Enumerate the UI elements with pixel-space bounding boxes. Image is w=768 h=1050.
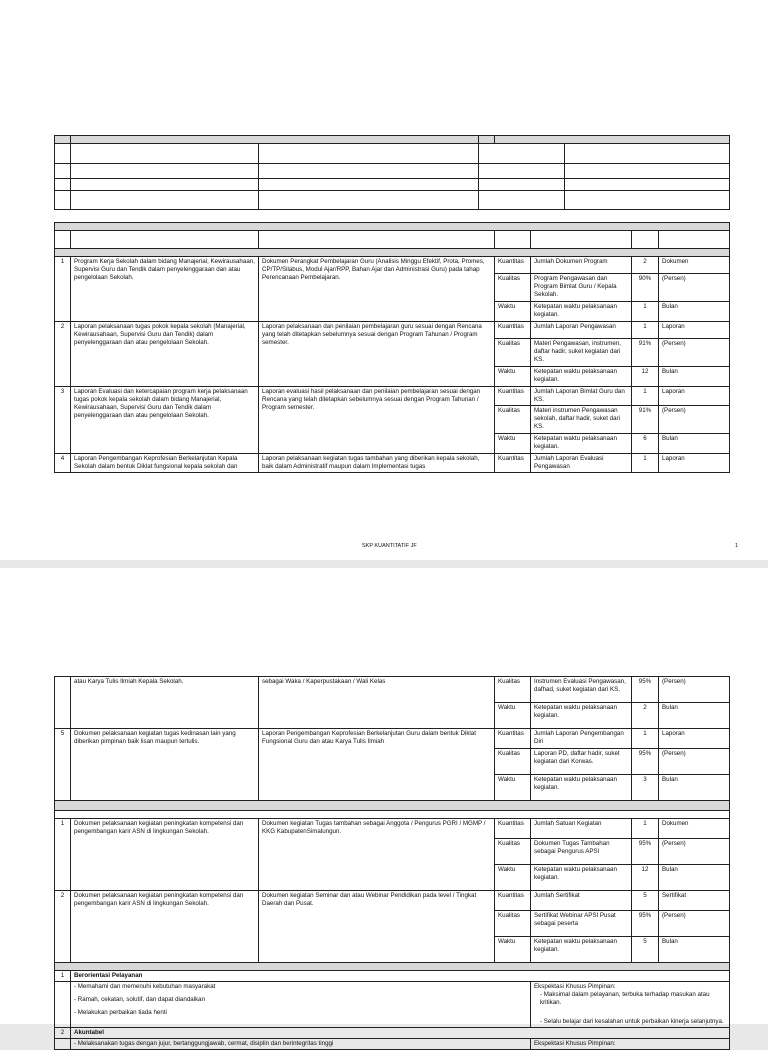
ukuran-cell: Ketepatan waktu pelaksanaan kegiatan. [531,367,632,387]
unit-cell: (Persen) [659,911,730,937]
section-cell [55,801,730,811]
ukuran-cell: Ketepatan waktu pelaksanaan kegiatan. [531,865,632,891]
behavior-title: Berorientasi Pelayanan [71,971,730,982]
table-row [55,677,730,703]
ukuran-cell: Instrumen Evaluasi Pengawasan, dafhad, suket kegiatan dari KS. [531,677,632,703]
kegiatan-cell: Laporan Evaluasi dan ketercapaian program kerja pelaksanaan tugas pokok kepala sekolah dalam bidang Manajerial, Kewirausahaan, Supervisi Guru dan Tendik dalam penyelenggaraan dan atau pengelolaan Sekolah. [71,387,259,454]
skp-rows [55,257,730,473]
table-row [55,891,730,911]
header-table [54,135,730,210]
behavior-body-row [55,1039,730,1050]
kegiatan-cell: Program Kerja Sekolah dalam bidang Manajerial, Kewirausahaan, Supervisi Guru dan Tendik dalam penyelenggaraan dan atau pengelolaan Sekolah. [71,257,259,322]
target-value-cell: 95% [632,749,659,775]
section-cell [55,963,730,971]
behavior-title: Akuntabel [71,1028,730,1039]
ukuran-cell: Materi instrumen Pengawasan sekolah, daftar hadir, suket dari KS. [531,406,632,434]
page-2 [0,568,768,1047]
behavior-number: 1 [55,971,71,982]
expectation-item: - Selalu belajar dari kesalahan untuk perbaikan kinerja selanjutnya. [540,1018,724,1025]
row-number: 2 [55,891,71,963]
ukuran-cell: Ketepatan waktu pelaksanaan kegiatan. [531,302,632,322]
aspek-cell: Waktu [495,865,531,891]
ukuran-cell: Laporan PD, daftar hadir, suket kegiatan dari Korwas. [531,749,632,775]
unit-cell: Laporan [659,322,730,339]
aspek-cell: Kuantitas [495,819,531,839]
ukuran-cell: Materi Pengawasan, instrumen, daftar hadir, suket kegiatan dari KS. [531,339,632,367]
aspek-cell: Waktu [495,775,531,801]
aspek-cell: Kuantitas [495,257,531,274]
target-value-cell: 95% [632,839,659,865]
behavior-item: - Memahami dan memenuhi kebutuhan masyarakat [74,983,216,990]
behavior-items [71,982,531,1028]
unit-cell: (Persen) [659,406,730,434]
leader-expectation [531,982,730,1028]
unit-cell: (Persen) [659,839,730,865]
table-row [55,454,730,473]
target-value-cell: 6 [632,434,659,454]
unit-cell: (Persen) [659,339,730,367]
indikator-cell: Laporan evaluasi hasil pelaksanaan dan penilaian pembelajaran sesuai dengan Rencana yang telah ditetapkan sebelumnya sesuai dengan Program Tahunan / Program semester. [259,387,495,454]
ukuran-cell: Jumlah Laporan Pengawasan [531,322,632,339]
target-value-cell: 12 [632,367,659,387]
unit-cell: Bulan [659,703,730,729]
unit-cell: Dokumen [659,819,730,839]
behavior-item: - Melakukan perbaikan tiada henti [74,1009,167,1016]
kegiatan-cell: Dokumen pelaksanaan kegiatan tugas kedinasan lain yang diberikan pimpinan baik lisan maupun tertulis. [71,729,259,801]
target-value-cell: 2 [632,257,659,274]
ukuran-cell: Ketepatan waktu pelaksanaan kegiatan. [531,703,632,729]
behavior-empty-cell [55,1039,71,1050]
table-row [55,257,730,274]
ukuran-cell: Sertifikat Webinar APSI Pusat sebagai peserta [531,911,632,937]
skp-header-rows [55,223,730,257]
section-row [55,963,730,971]
unit-cell: Bulan [659,367,730,387]
aspek-cell: Waktu [495,434,531,454]
ukuran-cell: Ketepatan waktu pelaksanaan kegiatan. [531,434,632,454]
table-row [55,819,730,839]
indikator-cell: sebagai Waka / Kaperpustakaan / Wali Kelas [259,677,495,729]
aspek-cell: Waktu [495,302,531,322]
target-value-cell: 5 [632,937,659,963]
kegiatan-cell: atau Karya Tulis Ilmiah Kepala Sekolah. [71,677,259,729]
ukuran-cell: Jumlah Sertifikat [531,891,632,911]
target-value-cell: 1 [632,322,659,339]
aspek-cell: Kuantitas [495,322,531,339]
aspek-cell: Kualitas [495,749,531,775]
footer-title: SKP KUANTITATIF JF [362,543,417,549]
unit-cell: (Persen) [659,274,730,302]
ukuran-cell: Jumlah Laporan Bimlat Guru dan KS. [531,387,632,406]
spacer-cell [55,811,730,819]
aspek-cell: Kualitas [495,839,531,865]
aspek-cell: Kualitas [495,677,531,703]
table-row [55,387,730,406]
ukuran-cell: Jumlah Dokumen Program [531,257,632,274]
skp-table-page-1 [54,222,730,473]
unit-cell: (Persen) [659,749,730,775]
ukuran-cell: Jumlah Laporan Evaluasi Pengawasan [531,454,632,473]
row-number: 1 [55,819,71,891]
unit-cell: (Persen) [659,677,730,703]
row-number [55,677,71,729]
indikator-cell: Laporan pelaksanaan dan penilaian pembelajaran guru sesuai dengan Rencana yang telah ditetapkan sebelumnya sesuai dengan Program Tahunan / Program semester. [259,322,495,387]
row-number: 5 [55,729,71,801]
unit-cell: Sertifikat [659,891,730,911]
unit-cell: Bulan [659,302,730,322]
behavior-number: 2 [55,1028,71,1039]
behavior-body-row [55,982,730,1028]
indikator-cell: Dokumen Perangkat Pembelajaran Guru (Analisis Minggu Efektif, Prota, Promes, CP/TP/Silabus, Modul Ajar/RPP, Bahan Ajar dan Administrasi Guru) pada tahap Perencanaan Pembelajaran. [259,257,495,322]
aspek-cell: Kualitas [495,274,531,302]
indikator-cell: Laporan pelaksanaan kegiatan tugas tambahan yang diberikan kepala sekolah, baik dalam Administratif maupun dalam Implementasi tugas [259,454,495,473]
behavior-empty-cell [55,982,71,1028]
target-value-cell: 2 [632,703,659,729]
aspek-cell: Kualitas [495,406,531,434]
unit-cell: Bulan [659,434,730,454]
ukuran-cell: Dokumen Tugas Tambahan sebagai Pengurus APSI [531,839,632,865]
target-value-cell: 1 [632,302,659,322]
target-value-cell: 91% [632,406,659,434]
ukuran-cell: Ketepatan waktu pelaksanaan kegiatan. [531,775,632,801]
indikator-cell: Dokumen kegiatan Tugas tambahan sebagai Anggota / Pengurus PGRI / MGMP / KKG KabupatenSimalungun. [259,819,495,891]
row-number: 3 [55,387,71,454]
behavior-item: - Melaksanakan tugas dengan jujur, bertanggungjawab, cermat, disiplin dan berintegritas tinggi [71,1039,531,1050]
behavior-title-row [55,1028,730,1039]
kegiatan-cell: Laporan Pengembangan Keprofesian Berkelanjutan Kepala Sekolah dalam bentuk Diklat fungsional kepala sekolah dan [71,454,259,473]
expectation-title: Ekspektasi Khusus Pimpinan: [531,1039,730,1050]
ukuran-cell: Program Pengawasan dan Program Bimlat Guru / Kepala Sekolah. [531,274,632,302]
aspek-cell: Waktu [495,703,531,729]
skp-rows-2 [55,677,730,1050]
aspek-cell: Kuantitas [495,891,531,911]
expectation-title: Ekspektasi Khusus Pimpinan: [534,983,616,990]
page-number: 1 [735,543,739,549]
target-value-cell: 90% [632,274,659,302]
aspek-cell: Kualitas [495,339,531,367]
kegiatan-cell: Dokumen pelaksanaan kegiatan peningkatan kompetensi dan pengembangan karir ASN di lingkungan Sekolah. [71,819,259,891]
section-row [55,801,730,811]
unit-cell: Bulan [659,775,730,801]
behavior-title-row [55,971,730,982]
indikator-cell: Dokumen kegiatan Seminar dan atau Webinar Pendidikan pada level / Tingkat Daerah dan Pusat. [259,891,495,963]
expectation-item: - Maksimal dalam pelayanan, terbuka terhadap masukan atau kritikan. [540,991,710,1006]
unit-cell: Laporan [659,454,730,473]
row-number: 2 [55,322,71,387]
kegiatan-cell: Laporan pelaksanaan tugas pokok kepala sekolah (Manajerial, Kewirausahaan, Supervisi Guru dan Tendik) dalam penyelenggaraan dan atau pengelolaan Sekolah. [71,322,259,387]
aspek-cell: Waktu [495,937,531,963]
ukuran-cell: Jumlah Satuan Kegiatan [531,819,632,839]
target-value-cell: 1 [632,729,659,749]
unit-cell: Bulan [659,865,730,891]
kegiatan-cell: Dokumen pelaksanaan kegiatan peningkatan kompetensi dan pengembangan karir ASN di lingkungan Sekolah. [71,891,259,963]
unit-cell: Bulan [659,937,730,963]
target-value-cell: 1 [632,454,659,473]
unit-cell: Laporan [659,387,730,406]
target-value-cell: 1 [632,387,659,406]
row-number: 1 [55,257,71,322]
target-value-cell: 12 [632,865,659,891]
ukuran-cell: Jumlah Laporan Pengembangan Diri [531,729,632,749]
table-row [55,729,730,749]
target-value-cell: 3 [632,775,659,801]
row-number: 4 [55,454,71,473]
target-value-cell: 95% [632,677,659,703]
behavior-item: - Ramah, cekatan, solutif, dan dapat diandalkan [74,996,206,1003]
target-value-cell: 1 [632,819,659,839]
aspek-cell: Kuantitas [495,454,531,473]
table-row [55,322,730,339]
aspek-cell: Kuantitas [495,387,531,406]
ukuran-cell: Ketepatan waktu pelaksanaan kegiatan. [531,937,632,963]
indikator-cell: Laporan Pengembangan Keprofesian Berkelanjutan Guru dalam bentuk Diklat Fungsional Guru dan atau Karya Tulis Ilmiah [259,729,495,801]
aspek-cell: Kualitas [495,911,531,937]
spacer-row [55,811,730,819]
target-value-cell: 5 [632,891,659,911]
target-value-cell: 95% [632,911,659,937]
aspek-cell: Waktu [495,367,531,387]
target-value-cell: 91% [632,339,659,367]
aspek-cell: Kuantitas [495,729,531,749]
unit-cell: Dokumen [659,257,730,274]
unit-cell: Laporan [659,729,730,749]
skp-table-page-2 [54,676,730,1050]
